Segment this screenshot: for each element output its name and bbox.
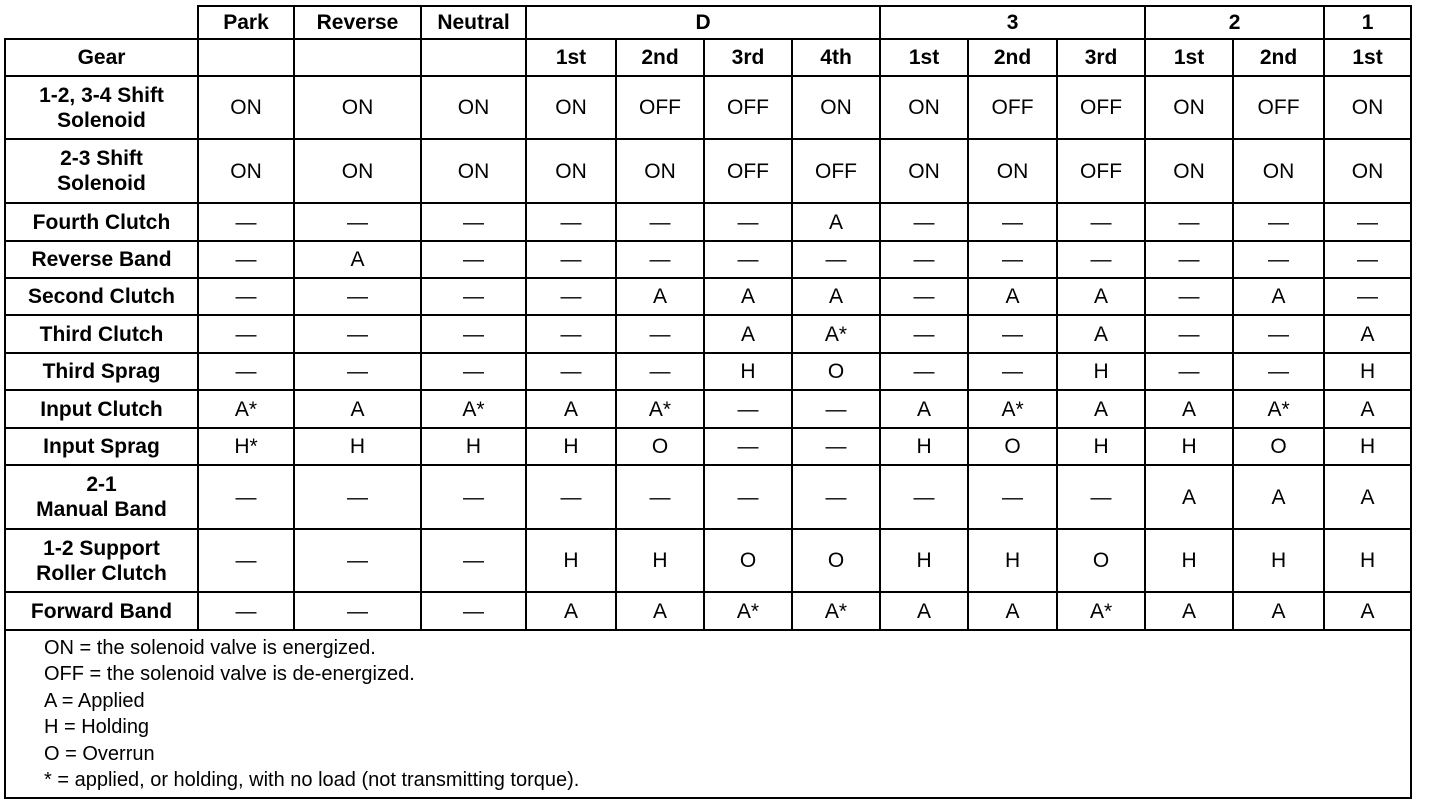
state-cell: O <box>792 353 880 390</box>
state-cell: — <box>704 390 792 428</box>
state-cell: ON <box>1145 76 1233 139</box>
row-label-line: Solenoid <box>57 108 146 132</box>
state-cell: — <box>616 465 704 529</box>
state-cell: ON <box>294 139 421 203</box>
row-label-line: Input Sprag <box>43 435 160 458</box>
state-cell: — <box>704 465 792 529</box>
state-cell: — <box>526 203 616 241</box>
state-cell: — <box>294 203 421 241</box>
legend-line: A = Applied <box>44 689 145 712</box>
state-cell: A* <box>1057 592 1145 630</box>
state-cell: — <box>792 390 880 428</box>
state-cell: H <box>1324 428 1411 465</box>
state-cell: — <box>421 241 526 278</box>
state-cell: — <box>294 278 421 315</box>
state-cell: A* <box>968 390 1057 428</box>
state-cell: — <box>421 592 526 630</box>
gear-header-cell: 2nd <box>616 39 704 76</box>
range-header-row <box>5 6 1411 39</box>
legend-line: H = Holding <box>44 716 150 739</box>
range-header-neutral: Neutral <box>421 6 526 39</box>
gear-header-cell: 1st <box>1145 39 1233 76</box>
state-cell: A <box>1057 390 1145 428</box>
state-cell: — <box>526 315 616 353</box>
state-cell: — <box>792 241 880 278</box>
state-cell: ON <box>968 139 1057 203</box>
table-row <box>5 428 1411 465</box>
row-label <box>5 465 198 529</box>
transmission-component-table <box>4 5 1412 799</box>
row-label-line: 2-1 <box>86 473 117 496</box>
gear-header-cell <box>198 39 294 76</box>
gear-header-cell: 2nd <box>968 39 1057 76</box>
table-row <box>5 465 1411 529</box>
state-cell: A <box>968 592 1057 630</box>
row-label-line: Third Clutch <box>39 322 164 346</box>
state-cell: A <box>1324 592 1411 630</box>
state-cell: — <box>616 241 704 278</box>
state-cell: — <box>1324 278 1411 315</box>
state-cell: — <box>294 465 421 529</box>
state-cell: — <box>1145 203 1233 241</box>
row-label-line: Third Sprag <box>42 360 161 383</box>
state-cell: — <box>880 203 968 241</box>
state-cell: — <box>968 353 1057 390</box>
row-label <box>5 353 198 390</box>
state-cell: ON <box>421 76 526 139</box>
table-body <box>5 6 1411 798</box>
gear-header-row <box>5 39 1411 76</box>
row-label <box>5 241 198 278</box>
state-cell: — <box>421 315 526 353</box>
state-cell: — <box>526 278 616 315</box>
state-cell: — <box>1324 241 1411 278</box>
state-cell: — <box>704 241 792 278</box>
state-cell: OFF <box>1057 139 1145 203</box>
legend-line: OFF = the solenoid valve is de-energized. <box>44 663 415 686</box>
state-cell: A <box>616 592 704 630</box>
state-cell: A <box>1057 315 1145 353</box>
table-row <box>5 390 1411 428</box>
row-label-line: Manual Band <box>36 498 167 521</box>
state-cell: — <box>1057 465 1145 529</box>
gear-header-cell: 1st <box>880 39 968 76</box>
state-cell: H <box>526 428 616 465</box>
state-cell: A <box>792 278 880 315</box>
state-cell: — <box>1145 241 1233 278</box>
state-cell: — <box>616 203 704 241</box>
state-cell: O <box>1057 529 1145 592</box>
state-cell: — <box>792 428 880 465</box>
gear-header-cell <box>294 39 421 76</box>
table-row <box>5 241 1411 278</box>
state-cell: H <box>1145 428 1233 465</box>
state-cell: H <box>1233 529 1324 592</box>
state-cell: A <box>968 278 1057 315</box>
state-cell: — <box>198 592 294 630</box>
state-cell: A <box>704 278 792 315</box>
state-cell: A <box>616 278 704 315</box>
state-cell: H <box>1145 529 1233 592</box>
state-cell: — <box>968 203 1057 241</box>
state-cell: A <box>526 390 616 428</box>
state-cell: A <box>294 390 421 428</box>
state-cell: — <box>1145 353 1233 390</box>
state-cell: A* <box>792 315 880 353</box>
state-cell: — <box>616 315 704 353</box>
state-cell: ON <box>526 139 616 203</box>
row-label <box>5 76 198 139</box>
row-label-line: Roller Clutch <box>36 561 167 585</box>
state-cell: — <box>704 203 792 241</box>
state-cell: A <box>1324 465 1411 529</box>
state-cell: ON <box>1324 76 1411 139</box>
state-cell: A <box>1145 592 1233 630</box>
table-row <box>5 529 1411 592</box>
state-cell: A* <box>198 390 294 428</box>
state-cell: ON <box>880 139 968 203</box>
state-cell: OFF <box>1233 76 1324 139</box>
state-cell: — <box>968 241 1057 278</box>
state-cell: H <box>704 353 792 390</box>
state-cell: A* <box>616 390 704 428</box>
table-row <box>5 315 1411 353</box>
state-cell: H <box>616 529 704 592</box>
state-cell: A <box>1324 390 1411 428</box>
state-cell: — <box>294 529 421 592</box>
table-row <box>5 203 1411 241</box>
state-cell: H <box>880 428 968 465</box>
state-cell: H <box>1324 353 1411 390</box>
state-cell: A <box>1145 465 1233 529</box>
gear-label: Gear <box>5 39 198 76</box>
state-cell: H <box>1057 428 1145 465</box>
state-cell: — <box>198 529 294 592</box>
table-row <box>5 592 1411 630</box>
state-cell: — <box>294 315 421 353</box>
corner-cell <box>5 6 198 39</box>
state-cell: OFF <box>704 76 792 139</box>
state-cell: H <box>880 529 968 592</box>
state-cell: A* <box>421 390 526 428</box>
state-cell: H <box>968 529 1057 592</box>
state-cell: — <box>198 278 294 315</box>
gear-header-cell: 3rd <box>704 39 792 76</box>
row-label-line: 2-3 Shift <box>60 147 143 170</box>
state-cell: — <box>421 465 526 529</box>
state-cell: — <box>526 241 616 278</box>
state-cell: — <box>1233 315 1324 353</box>
state-cell: — <box>294 353 421 390</box>
row-label <box>5 390 198 428</box>
row-label-line: Reverse Band <box>31 248 172 271</box>
state-cell: — <box>421 353 526 390</box>
state-cell: O <box>616 428 704 465</box>
state-cell: ON <box>1233 139 1324 203</box>
state-cell: OFF <box>616 76 704 139</box>
state-cell: ON <box>616 139 704 203</box>
state-cell: — <box>526 353 616 390</box>
state-cell: — <box>1324 203 1411 241</box>
state-cell: A <box>1233 278 1324 315</box>
row-label-line: Solenoid <box>57 172 146 195</box>
state-cell: A <box>792 203 880 241</box>
state-cell: — <box>880 353 968 390</box>
state-cell: H <box>421 428 526 465</box>
state-cell: — <box>1233 353 1324 390</box>
state-cell: — <box>1057 241 1145 278</box>
state-cell: ON <box>1145 139 1233 203</box>
state-cell: OFF <box>792 139 880 203</box>
state-cell: O <box>704 529 792 592</box>
state-cell: ON <box>1324 139 1411 203</box>
row-label <box>5 592 198 630</box>
state-cell: — <box>1233 241 1324 278</box>
table-row <box>5 278 1411 315</box>
state-cell: — <box>198 353 294 390</box>
state-cell: — <box>198 203 294 241</box>
table-row <box>5 76 1411 139</box>
state-cell: — <box>421 203 526 241</box>
legend-line: * = applied, or holding, with no load (not transmitting torque). <box>44 769 580 792</box>
row-label-line: Forward Band <box>30 599 173 623</box>
state-cell: — <box>616 353 704 390</box>
state-cell: O <box>968 428 1057 465</box>
legend-row <box>5 630 1411 798</box>
state-cell: OFF <box>704 139 792 203</box>
state-cell: — <box>968 465 1057 529</box>
state-cell: H <box>294 428 421 465</box>
state-cell: A <box>1324 315 1411 353</box>
state-cell: — <box>704 428 792 465</box>
state-cell: H <box>1324 529 1411 592</box>
state-cell: — <box>880 278 968 315</box>
row-label <box>5 278 198 315</box>
range-header-d: D <box>526 6 880 39</box>
state-cell: — <box>792 465 880 529</box>
state-cell: — <box>1057 203 1145 241</box>
row-label <box>5 428 198 465</box>
legend <box>5 630 1411 798</box>
state-cell: — <box>880 241 968 278</box>
range-header-reverse: Reverse <box>294 6 421 39</box>
legend-line: O = Overrun <box>44 742 155 765</box>
state-cell: — <box>421 278 526 315</box>
state-cell: — <box>294 592 421 630</box>
state-cell: A <box>880 390 968 428</box>
state-cell: O <box>792 529 880 592</box>
legend-line: ON = the solenoid valve is energized. <box>44 637 376 659</box>
state-cell: A <box>704 315 792 353</box>
state-cell: A* <box>704 592 792 630</box>
gear-header-cell: 1st <box>526 39 616 76</box>
state-cell: H <box>526 529 616 592</box>
table-row <box>5 139 1411 203</box>
row-label-line: Second Clutch <box>27 285 175 308</box>
state-cell: — <box>1145 278 1233 315</box>
state-cell: A <box>526 592 616 630</box>
state-cell: ON <box>880 76 968 139</box>
state-cell: — <box>198 241 294 278</box>
state-cell: A* <box>792 592 880 630</box>
state-cell: ON <box>526 76 616 139</box>
state-cell: — <box>1145 315 1233 353</box>
state-cell: — <box>1233 203 1324 241</box>
state-cell: H* <box>198 428 294 465</box>
state-cell: — <box>968 315 1057 353</box>
state-cell: — <box>880 315 968 353</box>
state-cell: H <box>1057 353 1145 390</box>
row-label-line: 1-2 Support <box>43 536 160 560</box>
row-label <box>5 203 198 241</box>
range-header-1: 1 <box>1324 6 1411 39</box>
state-cell: A <box>294 241 421 278</box>
gear-header-cell: 3rd <box>1057 39 1145 76</box>
state-cell: A <box>1145 390 1233 428</box>
state-cell: — <box>421 529 526 592</box>
range-header-2: 2 <box>1145 6 1324 39</box>
row-label <box>5 529 198 592</box>
state-cell: A* <box>1233 390 1324 428</box>
state-cell: ON <box>792 76 880 139</box>
row-label-line: 1-2, 3-4 Shift <box>39 83 164 107</box>
state-cell: A <box>880 592 968 630</box>
state-cell: A <box>1233 592 1324 630</box>
state-cell: ON <box>421 139 526 203</box>
gear-header-cell <box>421 39 526 76</box>
row-label <box>5 315 198 353</box>
state-cell: OFF <box>968 76 1057 139</box>
row-label-line: Input Clutch <box>40 397 163 421</box>
transmission-table-container <box>4 5 1410 799</box>
gear-header-cell: 2nd <box>1233 39 1324 76</box>
gear-header-cell: 4th <box>792 39 880 76</box>
row-label-line: Fourth Clutch <box>32 210 171 234</box>
state-cell: — <box>880 465 968 529</box>
state-cell: O <box>1233 428 1324 465</box>
state-cell: ON <box>294 76 421 139</box>
state-cell: A <box>1233 465 1324 529</box>
range-header-3: 3 <box>880 6 1145 39</box>
state-cell: — <box>526 465 616 529</box>
state-cell: OFF <box>1057 76 1145 139</box>
gear-header-cell: 1st <box>1324 39 1411 76</box>
range-header-park: Park <box>198 6 294 39</box>
table-row <box>5 353 1411 390</box>
state-cell: — <box>198 465 294 529</box>
state-cell: — <box>198 315 294 353</box>
state-cell: ON <box>198 139 294 203</box>
state-cell: A <box>1057 278 1145 315</box>
row-label <box>5 139 198 203</box>
state-cell: ON <box>198 76 294 139</box>
